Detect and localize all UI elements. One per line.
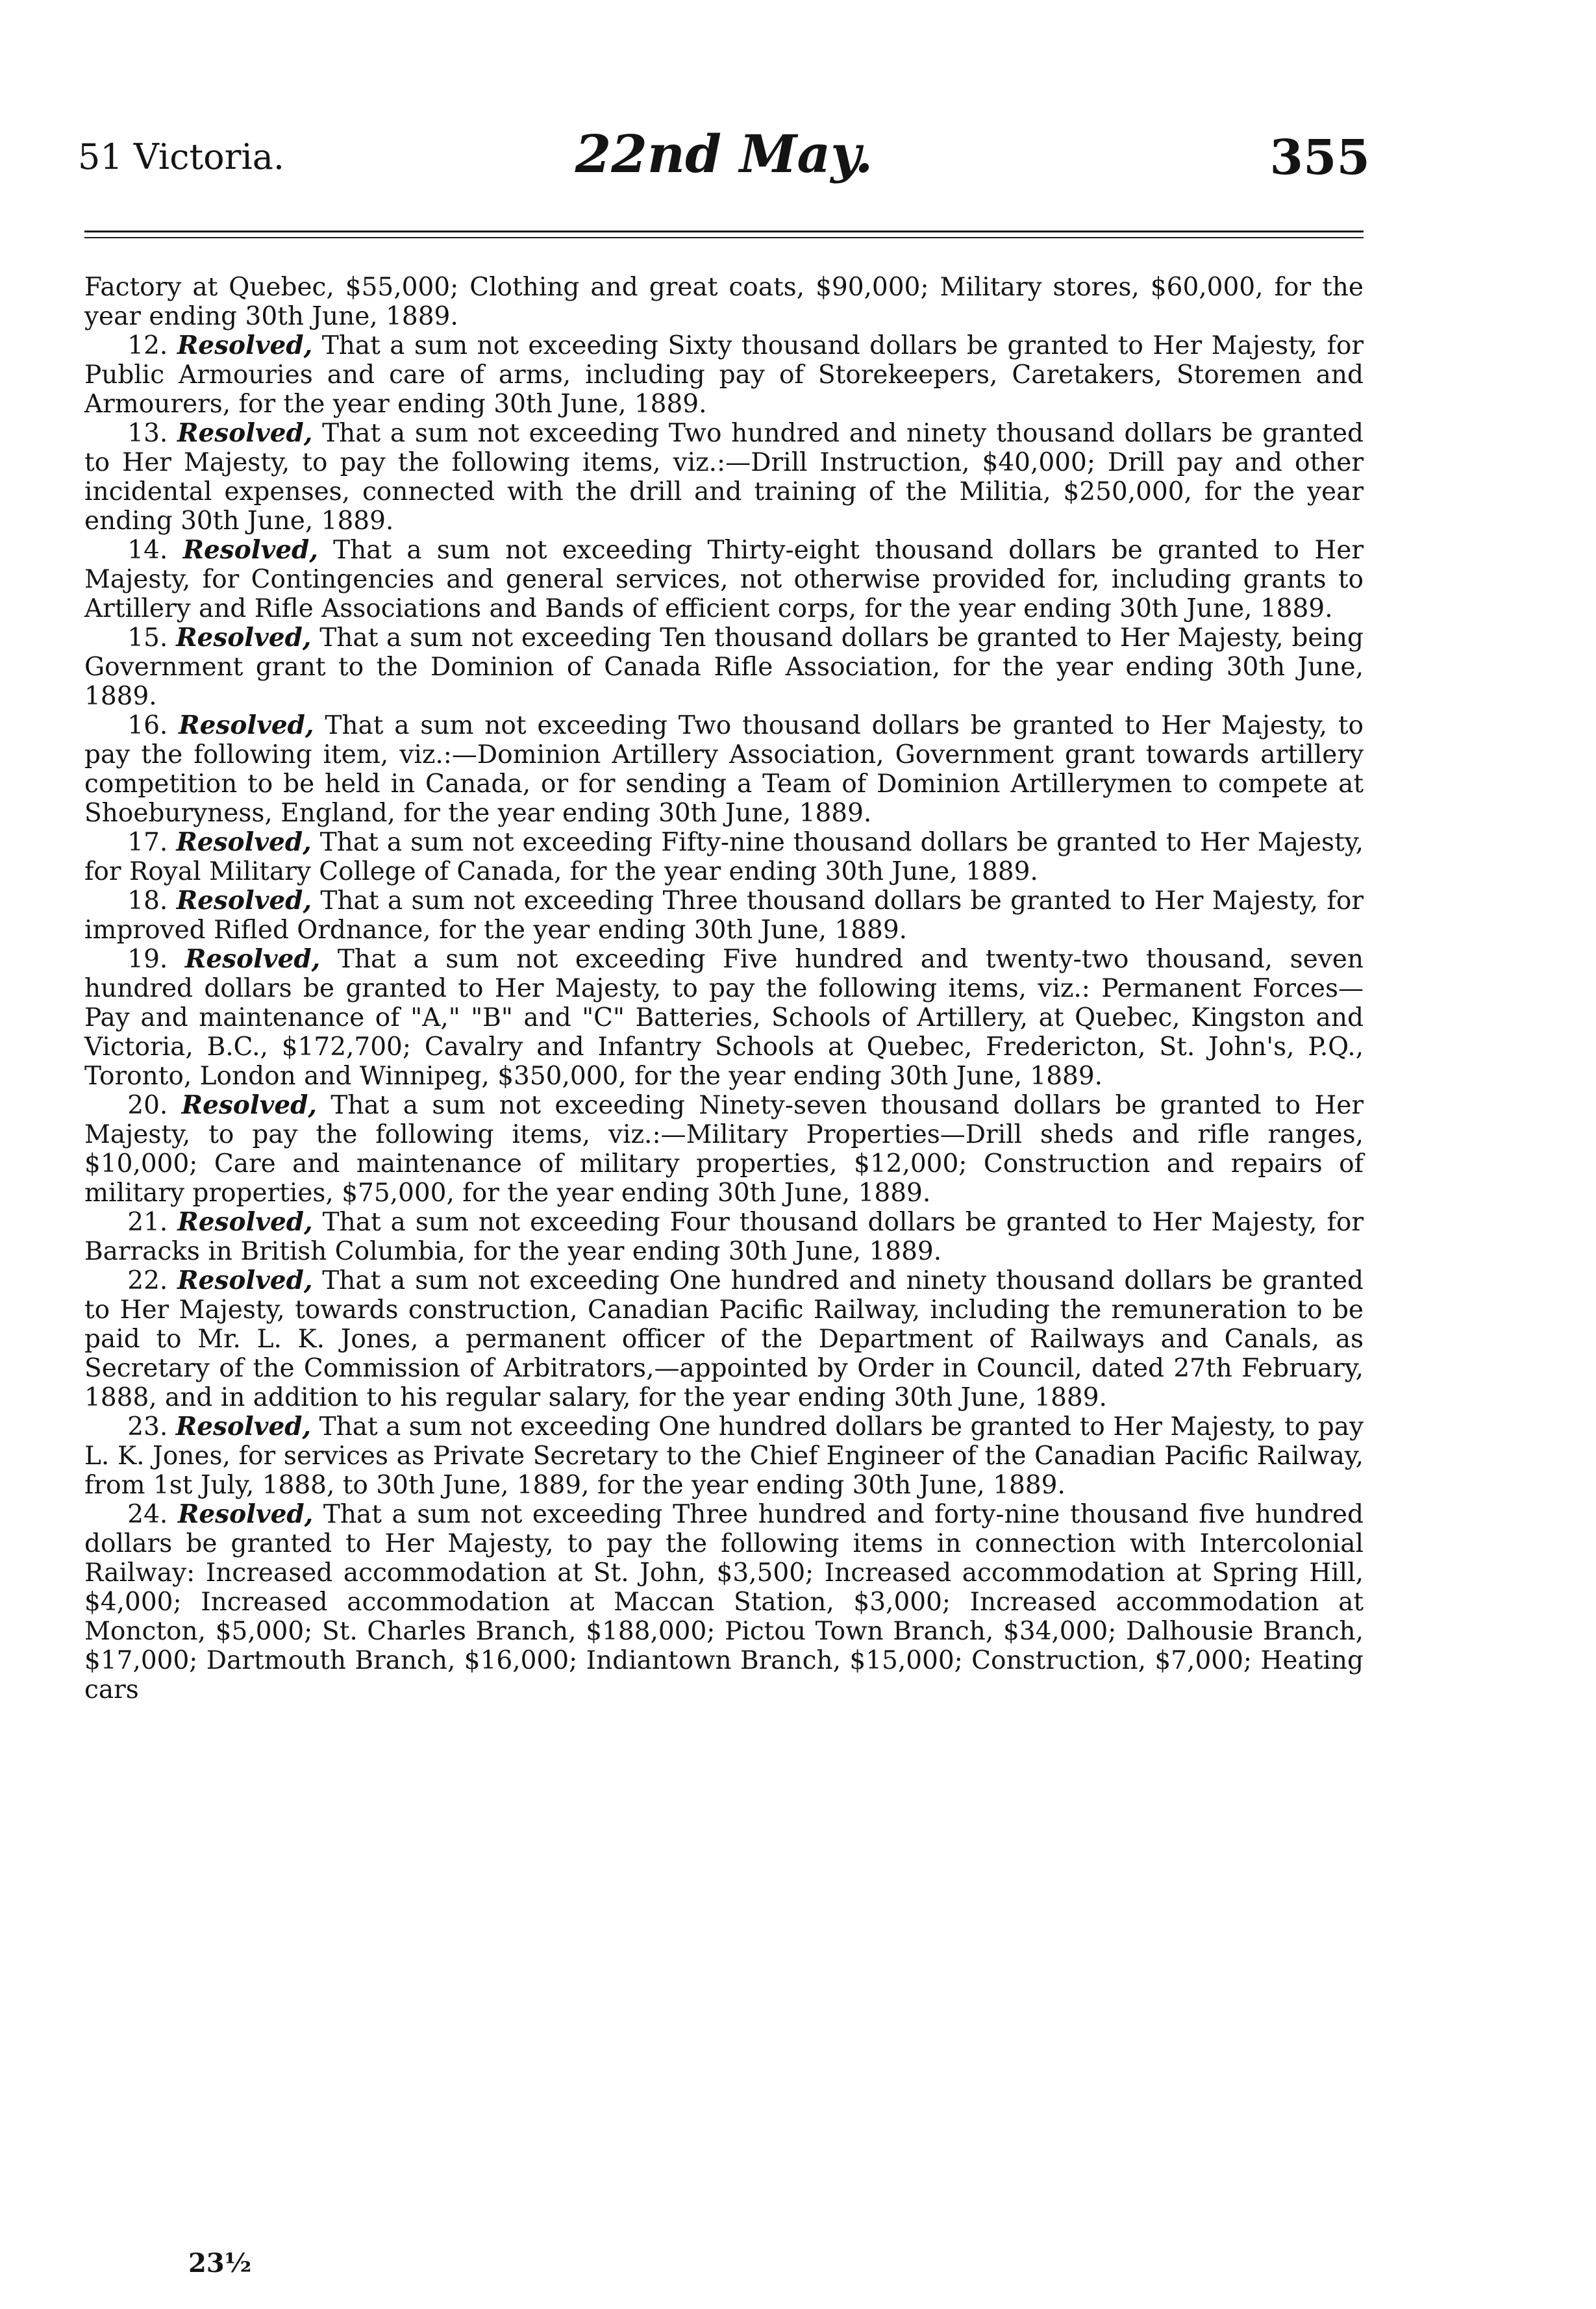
paragraph-text: That a sum not exceeding Ninety-seven thousand dollars be granted to Her Majesty, to pay the following items, viz.:—Military Properties—Drill sheds and rifle ranges, $10,000; Care and maintenance of military properties, $12,000; Construction and repairs of military properties, $75,000, for the year ending 30th June, 1889. (84, 1091, 1364, 1208)
paragraph-text: That a sum not exceeding Four thousand dollars be granted to Her Majesty, for Barracks in British Columbia, for the year ending 30th June, 1889. (84, 1208, 1364, 1266)
paragraph-continuation (84, 273, 1364, 331)
page-header (78, 123, 1370, 208)
resolution-21 (84, 1208, 1364, 1266)
resolution-number: 12. (127, 331, 168, 360)
resolution-18 (84, 886, 1364, 945)
resolution-number: 22. (127, 1266, 168, 1295)
resolution-number: 19. (127, 945, 168, 974)
paragraph-text: That a sum not exceeding One hundred dollars be granted to Her Majesty, to pay L. K. Jones, for services as Private Secretary to the Chief Engineer of the Canadian Pacific Railway, from 1st July, 1888, to 30th June, 1889, for the year ending 30th June, 1889. (84, 1412, 1364, 1500)
resolution-20 (84, 1091, 1364, 1208)
resolution-number: 23. (127, 1412, 168, 1442)
resolved-keyword: Resolved, (179, 710, 314, 740)
resolved-keyword: Resolved, (176, 623, 312, 653)
resolution-number: 14. (127, 536, 168, 565)
resolved-keyword: Resolved, (175, 1412, 312, 1442)
paragraph-text: That a sum not exceeding Ten thousand dollars be granted to Her Majesty, being Government grant to the Dominion of Canada Rifle Association, for the year ending 30th June, 1889. (84, 623, 1364, 711)
page-date: 22nd May. (575, 123, 873, 184)
resolution-number: 18. (127, 886, 168, 916)
resolution-number: 16. (127, 711, 168, 740)
resolution-12 (84, 331, 1364, 419)
resolution-number: 13. (127, 419, 168, 448)
resolution-number: 24. (127, 1500, 168, 1529)
resolution-15 (84, 623, 1364, 711)
resolution-number: 21. (127, 1208, 168, 1237)
header-rule-thick (84, 231, 1364, 232)
paragraph-text: That a sum not exceeding Three thousand dollars be granted to Her Majesty, for improved Rifled Ordnance, for the year ending 30th June, 1889. (84, 886, 1364, 945)
resolved-keyword: Resolved, (177, 1207, 313, 1237)
resolution-13 (84, 419, 1364, 536)
page-body (84, 273, 1364, 1704)
resolution-number: 17. (127, 828, 168, 857)
resolved-keyword: Resolved, (177, 1266, 313, 1295)
paragraph-text: That a sum not exceeding Thirty-eight thousand dollars be granted to Her Majesty, for Contingencies and general services, not otherwise provided for, including grants to Artillery and Rifle Associations and Bands of efficient corps, for the year ending 30th June, 1889. (84, 536, 1364, 623)
paragraph-text: That a sum not exceeding Five hundred and twenty-two thousand, seven hundred dollars be granted to Her Majesty, to pay the following items, viz.: Permanent Forces—Pay and maintenance of "A," "B" and "C" Batteries, Schools of Artillery, at Quebec, Kingston and Victoria, B.C., $172,700; Cavalry and Infantry Schools at Quebec, Fredericton, St. John's, P.Q., Toronto, London and Winnipeg, $350,000, for the year ending 30th June, 1889. (84, 945, 1364, 1091)
paragraph-text: That a sum not exceeding Three hundred and forty-nine thousand five hundred dollars be granted to Her Majesty, to pay the following items in connection with Intercolonial Railway: Increased accommodation at St. John, $3,500; Increased accommodation at Spring Hill, $4,000; Increased accommodation at Maccan Station, $3,000; Increased accommodation at Moncton, $5,000; St. Charles Branch, $188,000; Pictou Town Branch, $34,000; Dalhousie Branch, $17,000; Dartmouth Branch, $16,000; Indiantown Branch, $15,000; Construction, $7,000; Heating cars (84, 1500, 1364, 1704)
resolution-17 (84, 828, 1364, 886)
resolved-keyword: Resolved, (181, 1090, 318, 1120)
paragraph-text: Factory at Quebec, $55,000; Clothing and great coats, $90,000; Military stores, $60,000, for the year ending 30th June, 1889. (84, 273, 1364, 331)
paragraph-text: That a sum not exceeding Fifty-nine thousand dollars be granted to Her Majesty, for Royal Military College of Canada, for the year ending 30th June, 1889. (84, 828, 1364, 886)
resolved-keyword: Resolved, (177, 331, 313, 360)
resolved-keyword: Resolved, (176, 886, 312, 916)
resolution-22 (84, 1266, 1364, 1412)
resolution-number: 20. (127, 1091, 168, 1120)
paragraph-text: That a sum not exceeding Sixty thousand dollars be granted to Her Majesty, for Public Armouries and care of arms, including pay of Storekeepers, Caretakers, Storemen and Armourers, for the year ending 30th June, 1889. (84, 331, 1364, 419)
paragraph-text: That a sum not exceeding One hundred and ninety thousand dollars be granted to Her Majesty, towards construction, Canadian Pacific Railway, including the remuneration to be paid to Mr. L. K. Jones, a permanent officer of the Department of Railways and Canals, as Secretary of the Commission of Arbitrators,—appointed by Order in Council, dated 27th February, 1888, and in addition to his regular salary, for the year ending 30th June, 1889. (84, 1266, 1364, 1412)
resolution-24 (84, 1500, 1364, 1704)
resolution-14 (84, 536, 1364, 623)
resolution-16 (84, 711, 1364, 828)
session-label: 51 Victoria. (78, 136, 285, 177)
resolved-keyword: Resolved, (184, 944, 321, 974)
resolution-19 (84, 945, 1364, 1091)
resolved-keyword: Resolved, (182, 535, 318, 565)
paragraph-text: That a sum not exceeding Two thousand dollars be granted to Her Majesty, to pay the following item, viz.:—Dominion Artillery Association, Government grant towards artillery competition to be held in Canada, or for sending a Team of Dominion Artillerymen to compete at Shoeburyness, England, for the year ending 30th June, 1889. (84, 711, 1364, 828)
resolution-23 (84, 1412, 1364, 1500)
resolution-number: 15. (127, 623, 168, 653)
signature-mark: 23½ (188, 2248, 252, 2278)
resolved-keyword: Resolved, (177, 418, 313, 448)
header-rule-thin (84, 237, 1364, 238)
resolved-keyword: Resolved, (177, 1499, 314, 1529)
paragraph-text: That a sum not exceeding Two hundred and ninety thousand dollars be granted to Her Majesty, to pay the following items, viz.:—Drill Instruction, $40,000; Drill pay and other incidental expenses, connected with the drill and training of the Militia, $250,000, for the year ending 30th June, 1889. (84, 419, 1364, 536)
resolved-keyword: Resolved, (176, 827, 312, 857)
page-number: 355 (1269, 130, 1370, 186)
